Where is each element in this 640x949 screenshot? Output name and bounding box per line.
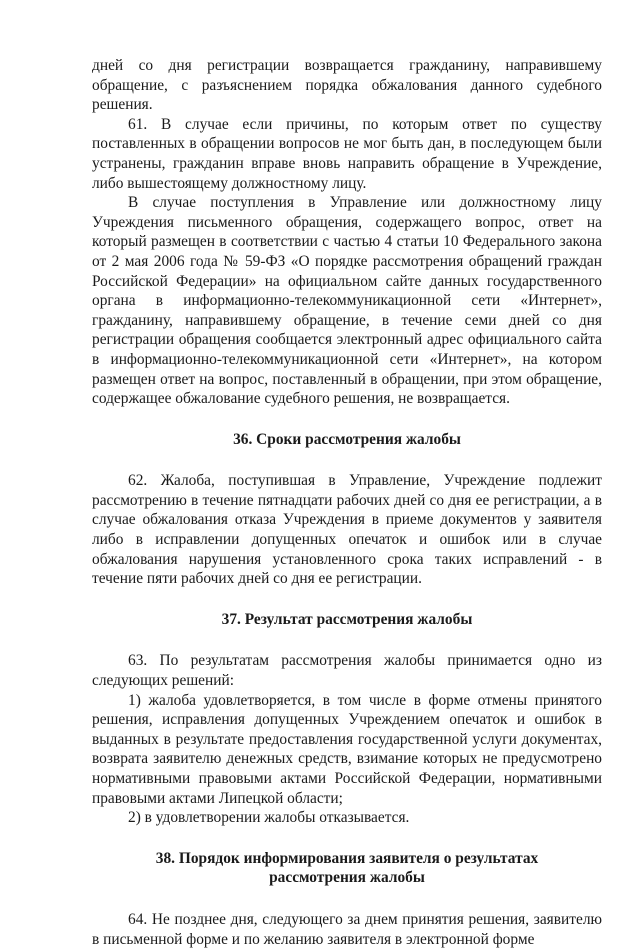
paragraph-internet-answer: В случае поступления в Управление или должностному лицу Учреждения письменного обращения, содержащего вопрос, ответ на который размещен в соответствии с частью 4 статьи 10 Федерального закона от 2 мая 2006 года № 59-ФЗ «О порядке рассмотрения обращений граждан Российской Федерации» на официальном сайте данных государственного органа в информационно-телекоммуникационной сети «Интернет», гражданину, направившему обращение, в течение семи дней со дня регистрации обращения сообщается электронный адрес официального сайта в информационно-телекоммуникационной сети «Интернет», на котором размещен ответ на вопрос, поставленный в обращении, при этом обращение, содержащее обжалование судебного решения, не возвращается. — [92, 194, 602, 408]
section-heading-36: 36. Сроки рассмотрения жалобы — [233, 430, 461, 448]
paragraph-62: 62. Жалоба, поступившая в Управление, Учреждение подлежит рассмотрению в течение пятнадцати рабочих дней со дня ее регистрации, а в случае обжалования отказа Учреждения в приеме документов у заявителя либо в исправлении допущенных опечаток и ошибок или в случае обжалования нарушения установленного срока таких исправлений - в течение пяти рабочих дней со дня ее регистрации. — [92, 472, 602, 588]
paragraph-continuation: дней со дня регистрации возвращается гражданину, направившему обращение, с разъяснением порядка обжалования данного судебного решения. — [92, 57, 602, 114]
spacer — [92, 589, 602, 610]
spacer — [92, 409, 602, 430]
paragraph-64: 64. Не позднее дня, следующего за днем принятия решения, заявителю в письменной форме и по желанию заявителя в электронной форме — [92, 910, 602, 948]
section-heading-37: 37. Результат рассмотрения жалобы — [221, 610, 473, 628]
section-heading-38-text: 38. Порядок информирования заявителя о результатах рассмотрения жалобы — [155, 849, 539, 887]
list-item-1: 1) жалоба удовлетворяется, в том числе в форме отмены принятого решения, исправления допущенных Учреждением опечаток и ошибок в выданных в результате предоставления государственной услуги документах, возврата заявителю денежных средств, взимание которых не предусмотрено нормативными правовыми актами Российской Федерации, нормативными правовыми актами Липецкой области; — [92, 691, 602, 807]
spacer — [92, 828, 602, 849]
paragraph-63: 63. По результатам рассмотрения жалобы принимается одно из следующих решений: — [92, 652, 602, 690]
spacer — [92, 449, 602, 471]
paragraph-61: 61. В случае если причины, по которым ответ по существу поставленных в обращении вопросов не мог быть дан, в последующем были устранены, гражданин вправе вновь направить обращение в Учреждение, либо вышестоящему должностному лицу. — [92, 115, 602, 192]
list-item-2: 2) в удовлетворении жалобы отказывается. — [128, 809, 410, 827]
spacer — [92, 888, 602, 910]
section-heading-38 — [92, 849, 602, 888]
spacer — [92, 629, 602, 651]
